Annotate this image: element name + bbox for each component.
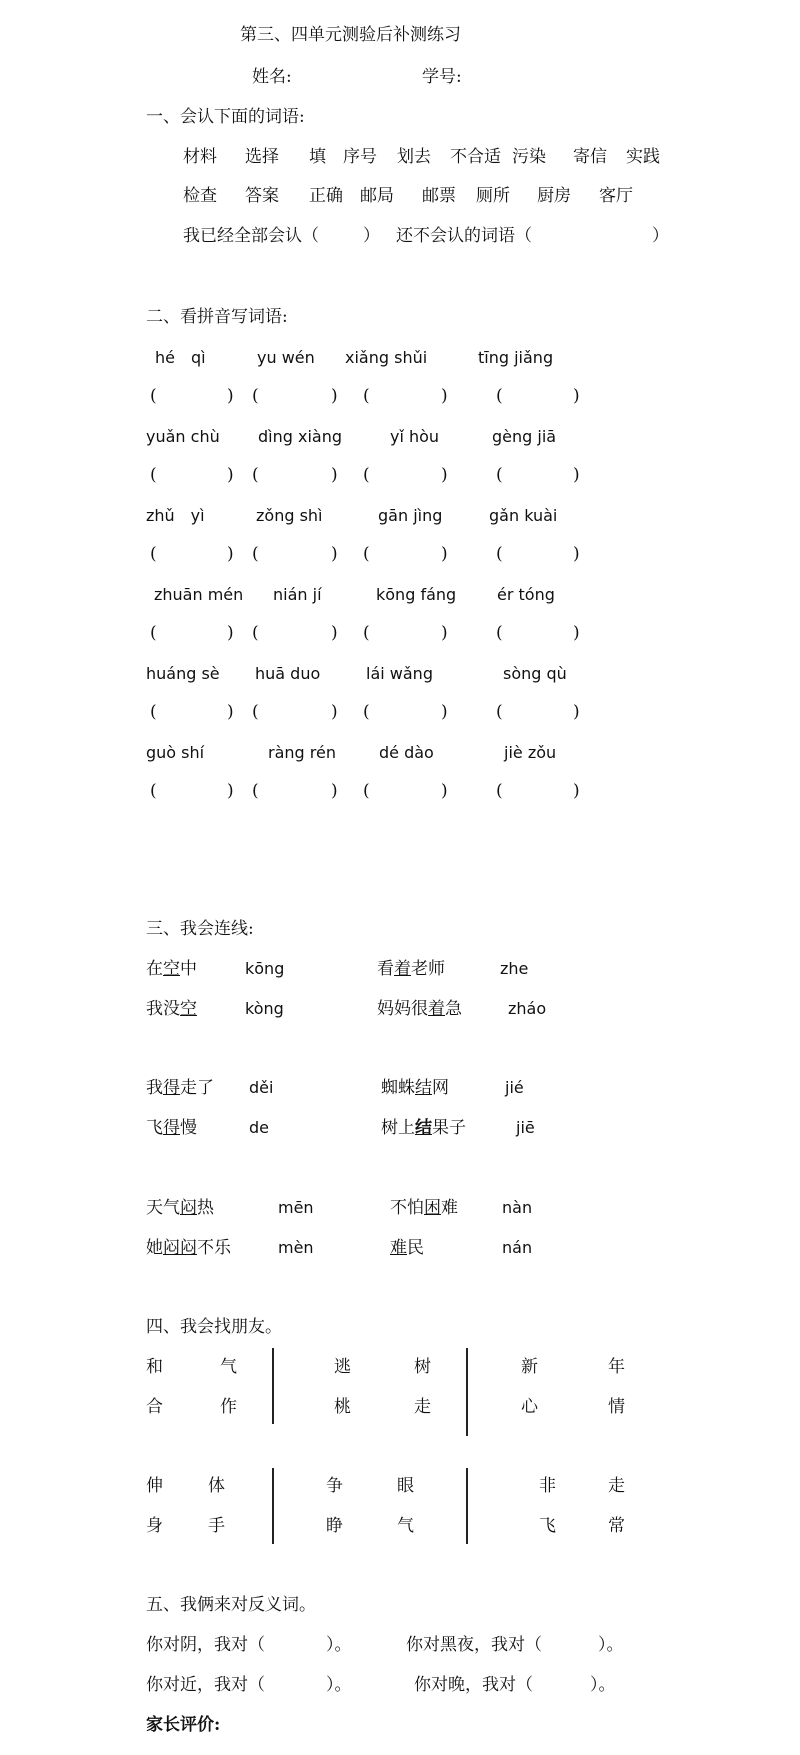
paren-open: ( — [252, 702, 259, 722]
column-divider — [272, 1348, 274, 1424]
column-divider — [466, 1468, 468, 1544]
paren-close: ) — [573, 702, 580, 722]
char: 作 — [220, 1397, 237, 1417]
paren-open: ( — [150, 386, 157, 406]
phrase: 天气闷热 — [146, 1198, 214, 1218]
paren-open: ( — [363, 702, 370, 722]
paren-open: ( — [496, 544, 503, 564]
char: 手 — [208, 1516, 225, 1536]
char: 气 — [397, 1516, 414, 1536]
pinyin: huáng sè — [146, 664, 220, 683]
antonym-prompt: 你对阴，我对（ — [146, 1635, 265, 1655]
pinyin: lái wǎng — [366, 664, 433, 683]
pinyin-option: zhe — [500, 959, 529, 978]
antonym-prompt: 你对近，我对（ — [146, 1675, 265, 1695]
paren-close: ) — [331, 623, 338, 643]
pinyin-option: jiē — [516, 1118, 535, 1137]
paren-open: ( — [150, 781, 157, 801]
student-id-label: 学号: — [422, 67, 462, 87]
paren-open: ( — [150, 544, 157, 564]
pinyin: jiè zǒu — [504, 743, 557, 762]
section-2-heading: 二、看拼音写词语: — [146, 307, 288, 327]
paren-close: ) — [331, 386, 338, 406]
char: 情 — [608, 1397, 625, 1417]
paren-close: ） — [363, 226, 380, 246]
pinyin-option: nàn — [502, 1198, 533, 1217]
section-3-heading: 三、我会连线: — [146, 919, 254, 939]
char: 飞 — [539, 1516, 556, 1536]
char: 桃 — [334, 1397, 351, 1417]
word: 选择 — [245, 147, 279, 167]
char: 争 — [326, 1476, 343, 1496]
paren-close: ) — [227, 702, 234, 722]
word: 填 — [309, 147, 326, 167]
pinyin: huā duo — [255, 664, 321, 683]
phrase: 树上结果子 — [381, 1118, 466, 1138]
char: 非 — [539, 1476, 556, 1496]
pinyin: yǐ hòu — [390, 427, 440, 446]
antonym-prompt: 你对晚，我对（ — [414, 1675, 533, 1695]
paren-close: ) — [331, 544, 338, 564]
word: 不合适 — [450, 147, 501, 167]
paren-close: ) — [441, 465, 448, 485]
column-divider — [466, 1348, 468, 1436]
pinyin: guò shí — [146, 743, 205, 762]
section-1-heading: 一、会认下面的词语: — [146, 107, 305, 127]
phrase: 看着老师 — [377, 959, 445, 979]
paren-open: ( — [252, 623, 259, 643]
char: 身 — [146, 1516, 163, 1536]
char: 逃 — [334, 1357, 351, 1377]
pinyin: kōng fáng — [376, 585, 457, 604]
char: 体 — [208, 1476, 225, 1496]
pinyin-option: kōng — [245, 959, 285, 978]
pinyin-option: nán — [502, 1238, 533, 1257]
paren-open: ( — [496, 386, 503, 406]
phrase: 我得走了 — [146, 1078, 214, 1098]
word: 答案 — [245, 186, 279, 206]
phrase: 飞得慢 — [146, 1118, 197, 1138]
phrase: 蜘蛛结网 — [381, 1078, 449, 1098]
pinyin: ér tóng — [497, 585, 555, 604]
pinyin: yuǎn chù — [146, 427, 220, 446]
paren-open: ( — [363, 465, 370, 485]
pinyin-option: mēn — [278, 1198, 314, 1217]
antonym-close: ）。 — [326, 1635, 352, 1655]
word: 厕所 — [476, 186, 510, 206]
paren-open: ( — [252, 465, 259, 485]
char: 合 — [146, 1397, 163, 1417]
pinyin: gān jìng — [378, 506, 443, 525]
word: 正确 — [309, 186, 343, 206]
paren-open: ( — [496, 465, 503, 485]
paren-open: ( — [150, 702, 157, 722]
phrase: 不怕困难 — [390, 1198, 458, 1218]
word: 序号 — [343, 147, 377, 167]
word: 寄信 — [573, 147, 607, 167]
char: 和 — [146, 1357, 163, 1377]
char: 心 — [521, 1397, 538, 1417]
word: 邮局 — [360, 186, 394, 206]
pinyin: ràng rén — [268, 743, 336, 762]
paren-close: ） — [652, 226, 669, 246]
paren-open: ( — [252, 781, 259, 801]
section-4-heading: 四、我会找朋友。 — [146, 1317, 282, 1337]
paren-open: ( — [496, 702, 503, 722]
pinyin: zhuān mén — [154, 585, 244, 604]
paren-close: ) — [227, 465, 234, 485]
word: 邮票 — [422, 186, 456, 206]
paren-close: ) — [331, 465, 338, 485]
antonym-close: ）。 — [598, 1635, 624, 1655]
paren-close: ) — [441, 623, 448, 643]
pinyin: gèng jiā — [492, 427, 557, 446]
paren-close: ) — [573, 544, 580, 564]
pinyin: zǒng shì — [256, 506, 323, 525]
word: 检查 — [183, 186, 217, 206]
paren-close: ) — [441, 544, 448, 564]
char: 伸 — [146, 1476, 163, 1496]
paren-close: ) — [441, 386, 448, 406]
paren-close: ) — [441, 702, 448, 722]
paren-close: ) — [573, 465, 580, 485]
paren-open: ( — [363, 544, 370, 564]
pinyin: xiǎng shǔi — [345, 348, 428, 367]
paren-open: ( — [363, 386, 370, 406]
antonym-close: ）。 — [590, 1675, 616, 1695]
paren-open: ( — [363, 623, 370, 643]
pinyin-option: mèn — [278, 1238, 314, 1257]
antonym-prompt: 你对黑夜，我对（ — [406, 1635, 542, 1655]
char: 走 — [608, 1476, 625, 1496]
paren-open: ( — [496, 781, 503, 801]
column-divider — [272, 1468, 274, 1544]
char: 睁 — [326, 1516, 343, 1536]
pinyin: nián jí — [273, 585, 322, 604]
char: 眼 — [397, 1476, 414, 1496]
char: 常 — [608, 1516, 625, 1536]
phrase: 难民 — [390, 1238, 424, 1258]
pinyin-option: de — [249, 1118, 269, 1137]
all-known-label: 我已经全部会认（ — [183, 226, 319, 246]
paren-close: ) — [227, 781, 234, 801]
pinyin-option: kòng — [245, 999, 284, 1018]
char: 年 — [608, 1357, 625, 1377]
paren-open: ( — [363, 781, 370, 801]
pinyin: dìng xiàng — [258, 427, 342, 446]
char: 树 — [414, 1357, 431, 1377]
pinyin: zhǔ yì — [146, 506, 205, 525]
paren-close: ) — [573, 386, 580, 406]
phrase: 她闷闷不乐 — [146, 1238, 231, 1258]
pinyin-option: zháo — [508, 999, 547, 1018]
word: 材料 — [183, 147, 217, 167]
phrase: 我没空 — [146, 999, 197, 1019]
section-5-heading: 五、我俩来对反义词。 — [146, 1595, 316, 1615]
page-title: 第三、四单元测验后补测练习 — [240, 25, 461, 45]
paren-close: ) — [227, 386, 234, 406]
pinyin: dé dào — [379, 743, 434, 762]
paren-open: ( — [252, 386, 259, 406]
paren-close: ) — [331, 702, 338, 722]
word: 污染 — [512, 147, 546, 167]
paren-close: ) — [227, 544, 234, 564]
name-label: 姓名: — [252, 67, 292, 87]
paren-close: ) — [573, 781, 580, 801]
paren-close: ) — [227, 623, 234, 643]
parent-evaluation-label: 家长评价: — [146, 1715, 221, 1735]
char: 走 — [414, 1397, 431, 1417]
paren-open: ( — [150, 623, 157, 643]
paren-close: ) — [573, 623, 580, 643]
word: 客厅 — [599, 186, 633, 206]
unknown-words-label: 还不会认的词语（ — [396, 226, 532, 246]
pinyin-option: jié — [505, 1078, 524, 1097]
pinyin: yu wén — [257, 348, 315, 367]
paren-open: ( — [496, 623, 503, 643]
char: 新 — [521, 1357, 538, 1377]
pinyin: hé qì — [155, 348, 206, 367]
paren-close: ) — [441, 781, 448, 801]
pinyin: sòng qù — [503, 664, 567, 683]
pinyin: gǎn kuài — [489, 506, 558, 525]
word: 划去 — [397, 147, 431, 167]
pinyin: tīng jiǎng — [478, 348, 554, 367]
paren-close: ) — [331, 781, 338, 801]
paren-open: ( — [252, 544, 259, 564]
phrase: 妈妈很着急 — [377, 999, 462, 1019]
word: 厨房 — [537, 186, 571, 206]
paren-open: ( — [150, 465, 157, 485]
phrase: 在空中 — [146, 959, 197, 979]
antonym-close: ）。 — [326, 1675, 352, 1695]
word: 实践 — [626, 147, 660, 167]
char: 气 — [220, 1357, 237, 1377]
pinyin-option: děi — [249, 1078, 274, 1097]
